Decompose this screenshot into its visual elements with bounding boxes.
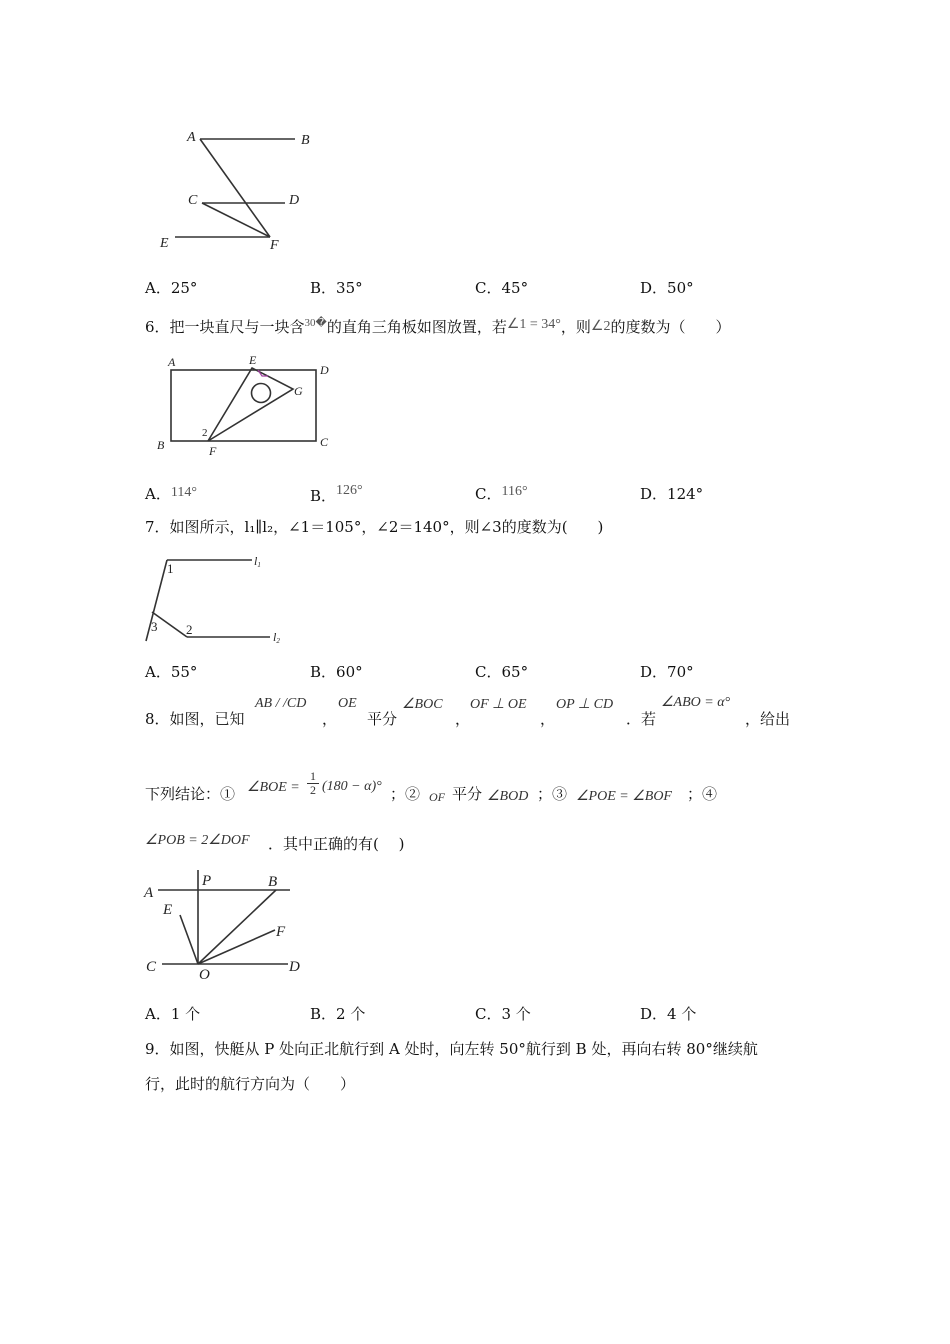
q6-option-c-letter: C． — [475, 485, 502, 503]
q5-label-a: A — [187, 130, 196, 145]
q8-comma-3: ， — [540, 710, 556, 728]
q5-figure — [150, 122, 330, 257]
q8-label-o: O — [199, 967, 210, 983]
q6-triangle-hole — [252, 384, 271, 403]
q6-stem-30: 30� — [304, 317, 327, 329]
q8-line2-pre: 下列结论：① — [145, 785, 236, 803]
q8-label-p: P — [202, 873, 212, 889]
q7-label-l1: l1 — [254, 554, 261, 569]
q7-option-a: A．55° — [145, 663, 198, 681]
q8-period-if: ．若 — [626, 710, 657, 728]
q7-label-2: 2 — [186, 622, 193, 637]
q8-c1-fraction — [307, 770, 319, 797]
q8-semi-1: ；② — [390, 785, 421, 803]
q8-comma-2: ， — [455, 710, 471, 728]
q6-stem-then: ，则 — [560, 318, 591, 336]
q7-stem: 7．如图所示，l₁∥l₂，∠1＝105°，∠2＝140°，则∠3的度数为( ) — [145, 518, 604, 536]
q6-triangle — [208, 368, 293, 441]
q7-option-d: D．70° — [640, 663, 694, 681]
q6-label-c: C — [320, 435, 329, 449]
q8-c2-of: OF — [429, 790, 445, 804]
q7-figure — [140, 548, 300, 648]
q6-label-a: A — [168, 355, 176, 369]
q7-label-l2: l2 — [273, 630, 280, 645]
q8-line3-text: ．其中正确的有( ) — [268, 835, 405, 853]
q8-math-of-oe: OF ⊥ OE — [470, 697, 527, 712]
q7-label-1: 1 — [167, 561, 174, 576]
q8-math-ab-cd: AB / /CD — [255, 696, 307, 711]
q5-option-d: D．50° — [640, 279, 694, 297]
q5-label-c: C — [188, 193, 198, 208]
q8-math-op-cd: OP ⊥ CD — [556, 697, 614, 712]
q6-figure — [150, 352, 340, 462]
q6-label-d: D — [320, 363, 329, 377]
q8-math-oe: OE — [338, 696, 357, 711]
q8-c2-bod: ∠BOD — [487, 789, 529, 804]
q6-option-b-letter: B． — [310, 487, 337, 505]
q8-label-b: B — [268, 874, 278, 890]
q8-option-a: A．1 个 — [145, 1005, 201, 1023]
q7-label-3: 3 — [151, 619, 158, 634]
q6-stem-end: 的度数为（ ） — [610, 318, 731, 336]
q8-bisect-1: 平分 — [367, 710, 398, 728]
q8-math-boc: ∠BOC — [402, 697, 443, 712]
q5-option-c: C．45° — [475, 279, 529, 297]
q8-label-c: C — [146, 959, 157, 975]
q6-stem — [145, 313, 730, 337]
q6-label-g: G — [294, 384, 303, 398]
q8-label-d: D — [289, 959, 300, 975]
q9-stem-line1: 9．如图，快艇从 P 处向正北航行到 A 处时，向左转 50°航行到 B 处，再向右转 80°继续航 — [145, 1040, 758, 1058]
q8-label-e: E — [163, 902, 173, 918]
q5-option-b: B．35° — [310, 279, 363, 297]
q5-label-e: E — [160, 236, 169, 251]
q8-c1-left: ∠BOE = — [247, 780, 300, 795]
q5-option-a: A．25° — [145, 279, 198, 297]
q8-line-of — [198, 930, 275, 964]
q5-line-af — [200, 139, 270, 237]
q9-stem-line2: 行，此时的航行方向为（ ） — [145, 1075, 356, 1093]
q5-label-d: D — [289, 193, 300, 208]
q8-figure — [140, 866, 310, 990]
q8-option-c: C．3 个 — [475, 1005, 531, 1023]
q6-option-a-letter: A． — [145, 485, 171, 503]
q8-c1-right: (180 − α)° — [322, 779, 382, 794]
q7-option-c: C．65° — [475, 663, 529, 681]
q5-label-b: B — [301, 133, 310, 148]
q6-option-c — [475, 483, 528, 504]
q6-option-a-value: 114° — [170, 485, 197, 500]
q8-math-abo: ∠ABO = α° — [661, 695, 731, 710]
q6-stem-mid: 的直角三角板如图放置，若 — [326, 318, 507, 336]
q6-option-d: D．124° — [640, 485, 704, 503]
q5-line-cf — [202, 203, 270, 237]
q8-give: ，给出 — [745, 710, 791, 728]
q8-label-f: F — [276, 924, 286, 940]
q6-label-2: 2 — [202, 427, 208, 439]
q7-option-b: B．60° — [310, 663, 363, 681]
q8-semi-3: ；④ — [687, 785, 718, 803]
q8-comma-1: ， — [322, 710, 338, 728]
q8-c3: ∠POE = ∠BOF — [576, 789, 672, 804]
q8-option-d: D．4 个 — [640, 1005, 697, 1023]
q6-option-a — [145, 483, 197, 504]
q8-stem-pre: 8．如图，已知 — [145, 710, 245, 728]
q8-line-ob — [198, 890, 276, 964]
q6-label-b: B — [157, 438, 165, 452]
q8-line3-math: ∠POB = 2∠DOF — [145, 833, 250, 848]
q8-c2-bisect: 平分 — [452, 785, 483, 803]
q5-label-f: F — [270, 238, 279, 253]
q8-label-a: A — [144, 885, 154, 901]
q8-c1-den: 2 — [310, 783, 316, 797]
q6-angle-cond: ∠1 = 34° — [506, 317, 561, 332]
q8-c1-num: 1 — [307, 770, 319, 784]
q8-line-oe — [180, 915, 198, 964]
q6-option-b-value: 126° — [336, 483, 363, 498]
q6-option-c-value: 116° — [501, 484, 528, 499]
q8-semi-2: ；③ — [537, 785, 568, 803]
q8-option-b: B．2 个 — [310, 1005, 366, 1023]
q6-angle-q: ∠2 — [590, 319, 611, 334]
q6-stem-pre: 6．把一块直尺与一块含 — [145, 318, 305, 336]
q6-label-e: E — [249, 353, 257, 367]
q6-option-b — [310, 483, 363, 506]
q6-label-f: F — [209, 444, 217, 458]
